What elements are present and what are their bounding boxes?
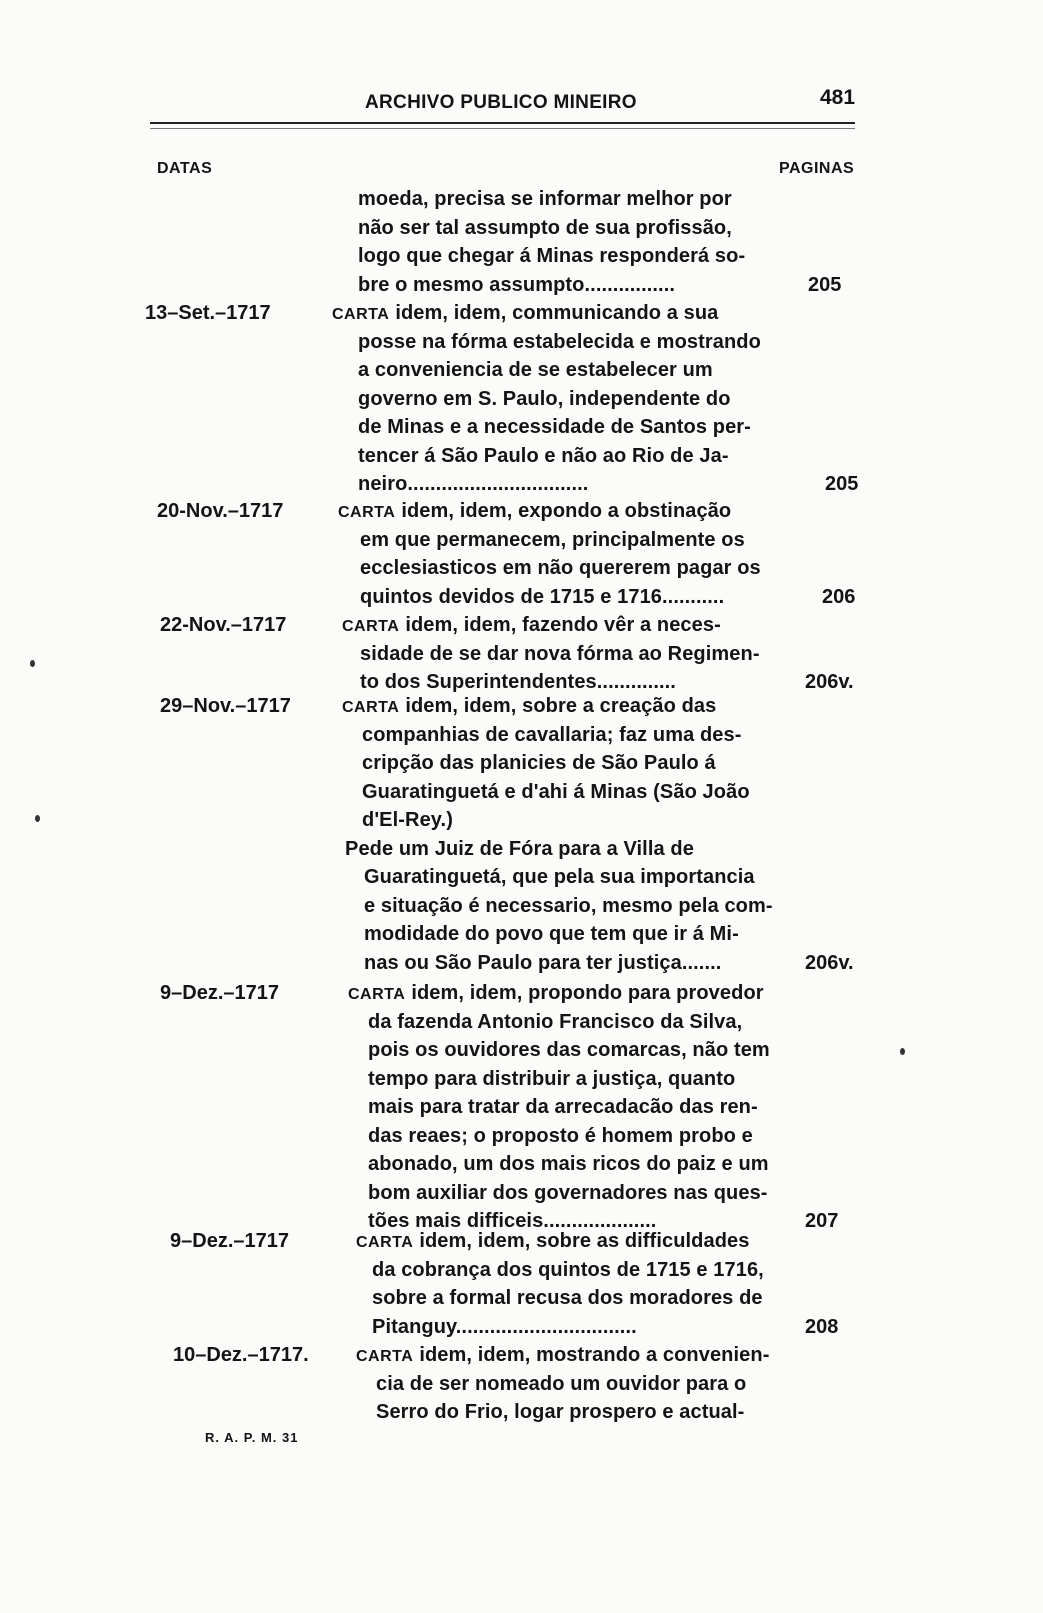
entry-text: Guaratinguetá, que pela sua importancia	[364, 866, 755, 888]
entry-text: da fazenda Antonio Francisco da Silva,	[368, 1010, 743, 1033]
signature-mark: R. A. P. M. 31	[205, 1430, 299, 1445]
entry-date: 9–Dez.–1717	[170, 1230, 289, 1252]
column-header-dates: DATAS	[157, 160, 213, 177]
entry-text: Pitanguy................................	[372, 1315, 637, 1338]
entry-line	[356, 1344, 769, 1367]
entry-line	[338, 500, 731, 523]
entry-line	[345, 838, 694, 861]
entry-line	[356, 1230, 749, 1253]
entry-line	[362, 752, 716, 775]
entry-text: tencer á São Paulo e não ao Rio de Ja-	[358, 444, 729, 467]
entry-line	[360, 557, 761, 580]
entry-line	[368, 1011, 742, 1034]
entry-text: não ser tal assumpto de sua profissão,	[358, 216, 732, 239]
entry-text: posse na fórma estabelecida e mostrando	[358, 330, 761, 353]
entry-text: das reaes; o proposto é homem probo e	[368, 1124, 753, 1147]
entry-line	[360, 643, 760, 666]
entry-line	[358, 416, 751, 439]
entry-line	[358, 274, 675, 297]
entry-text: Serro do Frio, logar prospero e actual-	[376, 1401, 745, 1423]
entry-line	[372, 1259, 764, 1282]
entry-date: 13–Set.–1717	[145, 302, 271, 324]
entry-text: quintos devidos de 1715 e 1716...........	[360, 585, 725, 608]
entry-line	[360, 586, 724, 609]
entry-text: sidade de se dar nova fórma ao Regimen-	[360, 642, 760, 665]
entry-date: 10–Dez.–1717.	[173, 1344, 309, 1366]
page-number: 481	[820, 86, 856, 109]
entry-line	[358, 217, 732, 240]
carta-label: CARTA	[356, 1234, 414, 1251]
entry-text: idem, idem, propondo para provedor	[411, 982, 764, 1004]
entry-line	[364, 866, 755, 889]
entry-text: idem, idem, communicando a sua	[395, 302, 719, 324]
entry-text: idem, idem, mostrando a convenien-	[419, 1344, 770, 1366]
entry-text: mais para tratar da arrecadacão das ren-	[368, 1096, 758, 1118]
entry-text: idem, idem, sobre as difficuldades	[419, 1230, 750, 1252]
entry-line	[362, 809, 453, 832]
entry-date: 29–Nov.–1717	[160, 695, 291, 717]
entry-text: nas ou São Paulo para ter justiça.......	[364, 951, 722, 974]
entry-line	[358, 188, 732, 211]
entry-line	[358, 245, 745, 268]
entry-page: 208	[805, 1315, 839, 1338]
entry-line	[358, 445, 729, 468]
entry-date: 22-Nov.–1717	[160, 614, 287, 636]
entry-line	[360, 671, 676, 694]
header-rule	[150, 122, 855, 129]
entry-text: e situação é necessario, mesmo pela com-	[364, 894, 773, 917]
entry-text: neiro................................	[358, 473, 589, 495]
entry-text: idem, idem, sobre a creação das	[405, 695, 717, 717]
entry-line	[376, 1373, 746, 1396]
entry-text: logo que chegar á Minas responderá so-	[358, 245, 746, 267]
entry-line	[342, 695, 716, 718]
entry-text: governo em S. Paulo, independente do	[358, 387, 731, 410]
entry-text: de Minas e a necessidade de Santos per-	[358, 416, 751, 438]
entry-line	[372, 1287, 763, 1310]
entry-line	[372, 1316, 637, 1339]
entry-text: a conveniencia de se estabelecer um	[358, 359, 713, 381]
entry-text: moeda, precisa se informar melhor por	[358, 188, 732, 210]
entry-line	[368, 1068, 735, 1091]
carta-label: CARTA	[356, 1348, 414, 1365]
entry-line	[362, 781, 750, 804]
entry-text: em que permanecem, principalmente os	[360, 528, 745, 551]
entry-page: 206v.	[805, 671, 854, 693]
running-title: ARCHIVO PUBLICO MINEIRO	[365, 92, 637, 113]
print-speck	[900, 1048, 905, 1055]
entry-line	[368, 1096, 758, 1119]
entry-line	[358, 388, 731, 411]
entry-text: idem, idem, expondo a obstinação	[401, 500, 732, 522]
entry-line	[348, 982, 764, 1005]
carta-label: CARTA	[338, 504, 396, 521]
print-speck	[30, 660, 35, 667]
entry-text: ecclesiasticos em não quererem pagar os	[360, 557, 761, 579]
entry-text: da cobrança dos quintos de 1715 e 1716,	[372, 1258, 764, 1281]
print-speck	[35, 815, 40, 822]
entry-line	[368, 1125, 753, 1148]
entry-text: companhias de cavallaria; faz uma des-	[362, 723, 742, 746]
entry-page: 206	[822, 585, 856, 608]
entry-text: Pede um Juiz de Fóra para a Villa de	[345, 837, 694, 860]
carta-label: CARTA	[342, 618, 400, 635]
entry-page: 205	[825, 473, 859, 495]
carta-label: CARTA	[348, 986, 406, 1003]
entry-text: tempo para distribuir a justiça, quanto	[368, 1067, 736, 1090]
entry-text: Guaratinguetá e d'ahi á Minas (São João	[362, 780, 750, 803]
entry-line	[332, 302, 718, 325]
entry-date: 9–Dez.–1717	[160, 982, 279, 1004]
entry-text: cia de ser nomeado um ouvidor para o	[376, 1372, 747, 1395]
entry-text: to dos Superintendentes..............	[360, 671, 676, 693]
entry-text: d'El-Rey.)	[362, 809, 453, 831]
entry-page: 207	[805, 1210, 839, 1232]
entry-line	[368, 1153, 769, 1176]
carta-label: CARTA	[332, 306, 390, 323]
entry-line	[364, 895, 773, 918]
entry-line	[342, 614, 721, 637]
entry-text: sobre a formal recusa dos moradores de	[372, 1287, 763, 1309]
entry-line	[364, 952, 721, 975]
entry-line	[368, 1182, 768, 1205]
entry-text: pois os ouvidores das comarcas, não tem	[368, 1039, 770, 1061]
entry-text: tões mais difficeis....................	[368, 1210, 657, 1232]
entry-line	[362, 724, 742, 747]
entry-date: 20-Nov.–1717	[157, 500, 284, 522]
entry-page: 206v.	[805, 951, 854, 974]
entry-line	[376, 1401, 744, 1424]
entry-line	[368, 1039, 770, 1062]
entry-line	[364, 923, 739, 946]
column-header-pages: PAGINAS	[779, 160, 855, 177]
entry-line	[358, 359, 713, 382]
carta-label: CARTA	[342, 699, 400, 716]
entry-page: 205	[808, 273, 842, 296]
entry-text: modidade do povo que tem que ir á Mi-	[364, 923, 739, 945]
entry-line	[360, 529, 745, 552]
entry-text: bre o mesmo assumpto................	[358, 273, 676, 296]
entry-line	[358, 473, 588, 496]
entry-text: cripção das planicies de São Paulo á	[362, 752, 716, 774]
entry-line	[358, 331, 761, 354]
entry-text: bom auxiliar dos governadores nas ques-	[368, 1181, 768, 1204]
entry-text: idem, idem, fazendo vêr a neces-	[405, 614, 721, 636]
entry-text: abonado, um dos mais ricos do paiz e um	[368, 1153, 769, 1175]
